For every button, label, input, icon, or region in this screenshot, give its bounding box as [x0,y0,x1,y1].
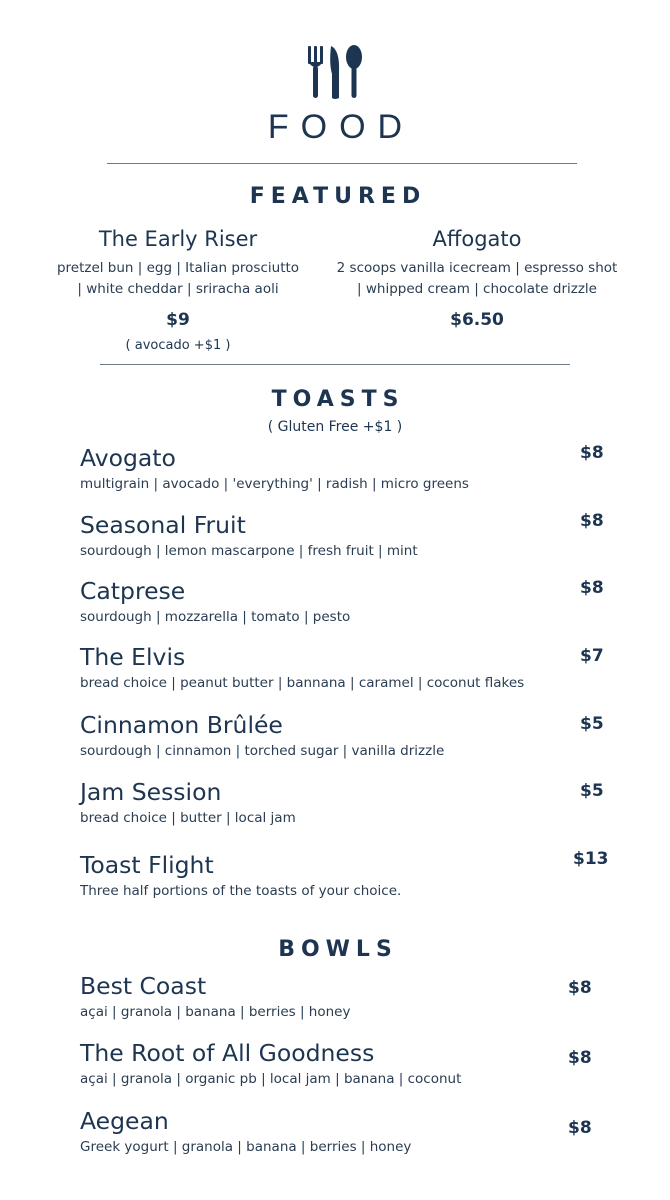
item-description: bread choice | peanut butter | bannana | caramel | coconut flakes [80,675,525,691]
item-description: pretzel bun | egg | Italian prosciutto [56,260,300,276]
item-description: Greek yogurt | granola | banana | berries | honey [80,1139,412,1155]
item-price: $13 [573,849,609,869]
item-description: bread choice | butter | local jam [80,810,296,826]
list-item [80,851,401,900]
item-description: sourdough | lemon mascarpone | fresh fruit | mint [80,543,418,559]
item-price: $9 [166,310,190,330]
item-name: Cinnamon Brûlée [80,711,283,739]
item-description: açai | granola | banana | berries | honey [80,1004,351,1020]
bowls-section-title: BOWLS [278,937,398,962]
list-item [80,711,444,760]
item-description: Three half portions of the toasts of your choice. [80,883,402,899]
divider [107,163,577,164]
item-name: Best Coast [80,972,207,1000]
item-price: $8 [568,978,592,998]
toasts-section-title: TOASTS [271,387,405,412]
page-title: FOOD [267,108,415,146]
item-price: $7 [580,646,604,666]
featured-item [332,226,622,332]
item-description: multigrain | avocado | 'everything' | radish | micro greens [80,476,469,492]
item-name: Jam Session [80,778,222,806]
item-price: $8 [580,578,604,598]
featured-section-title: FEATURED [249,184,427,209]
item-price: $5 [580,781,604,801]
item-price: $8 [568,1048,592,1068]
item-name: Aegean [80,1107,169,1135]
list-item [80,1039,461,1088]
list-item [80,511,418,560]
item-description: | white cheddar | sriracha aoli [77,281,279,297]
toasts-note: ( Gluten Free +$1 ) [267,419,403,435]
item-name: Seasonal Fruit [80,511,246,539]
item-description: 2 scoops vanilla icecream | espresso shot [336,260,618,276]
list-item [80,643,524,692]
item-name: Toast Flight [80,851,214,879]
list-item [80,1107,411,1156]
item-name: Avogato [80,444,176,472]
cutlery-icon [305,44,365,100]
item-name: The Root of All Goodness [80,1039,375,1067]
item-price: $8 [580,511,604,531]
item-description: sourdough | cinnamon | torched sugar | vanilla drizzle [80,743,445,759]
item-name: The Early Riser [98,227,258,251]
item-description: açai | granola | organic pb | local jam | banana | coconut [80,1071,462,1087]
item-price: $6.50 [450,310,504,330]
featured-item [33,226,323,353]
item-name: Catprese [80,577,186,605]
item-name: Affogato [432,227,522,251]
list-item [80,778,296,827]
item-price: $8 [580,443,604,463]
item-price: $8 [568,1118,592,1138]
item-name: The Elvis [80,643,186,671]
item-description: sourdough | mozzarella | tomato | pesto [80,609,351,625]
divider [100,364,570,365]
list-item [80,444,469,493]
item-description: | whipped cream | chocolate drizzle [357,281,597,297]
item-addon: ( avocado +$1 ) [125,338,231,353]
list-item [80,972,350,1021]
item-price: $5 [580,714,604,734]
list-item [80,577,350,626]
